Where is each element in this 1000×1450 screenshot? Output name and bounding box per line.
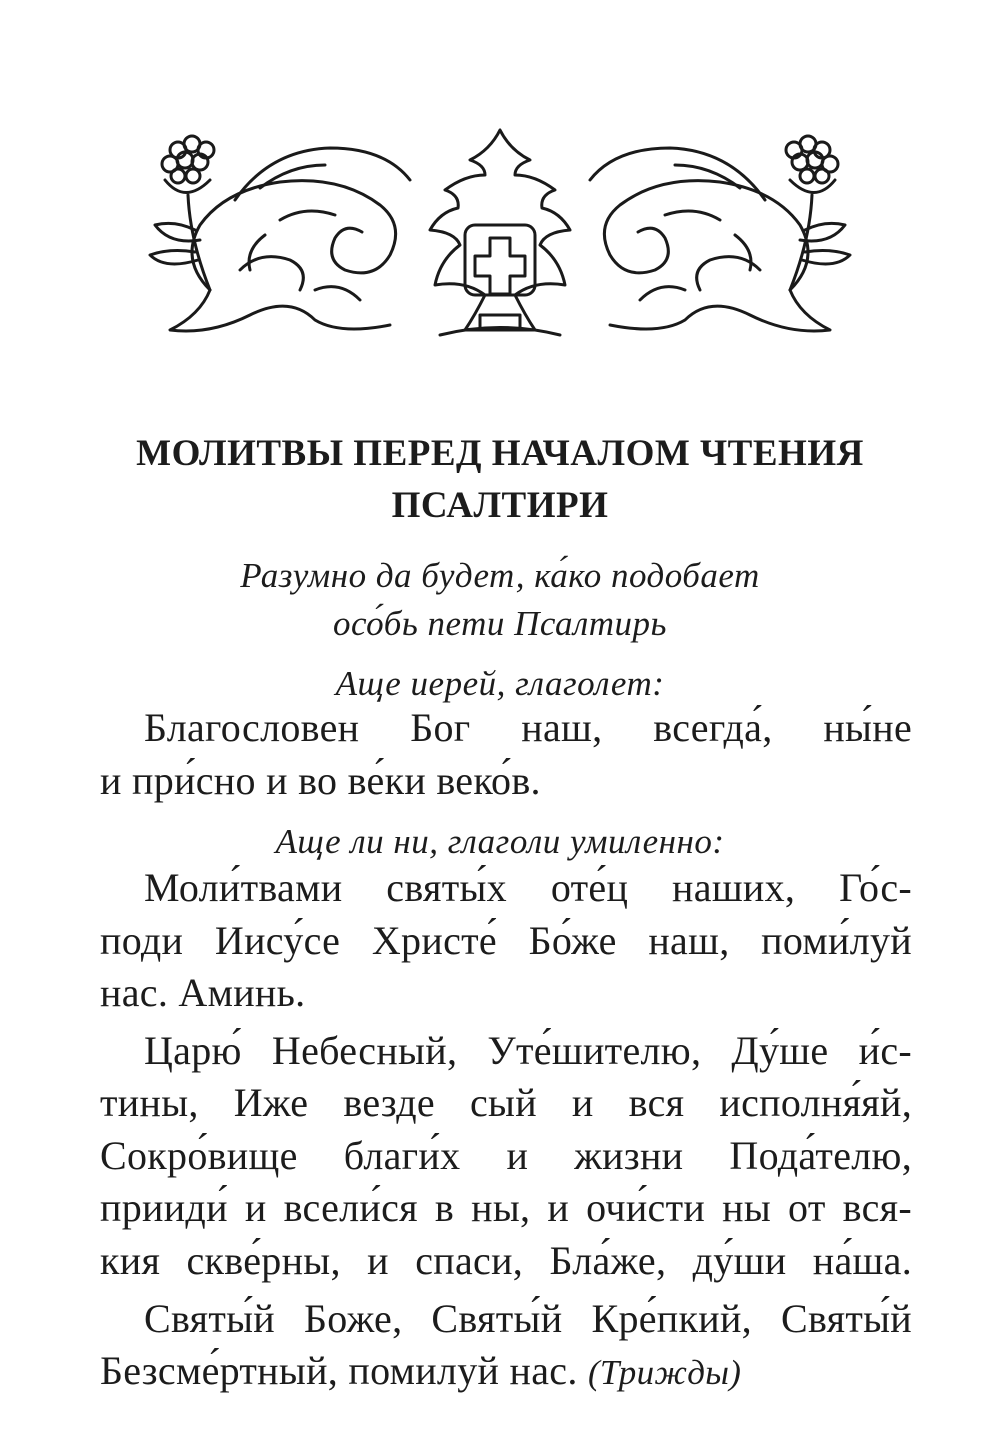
left-scroll — [150, 148, 410, 331]
trisagion-line-2 — [100, 1345, 912, 1399]
lay-rubric: Аще ли ни, глаголи умиленно: — [275, 822, 725, 861]
prayer-fathers-line-2: поди Иису́се Христе́ Бо́же наш, поми́луй — [100, 918, 912, 963]
left-berry-cluster — [162, 136, 214, 290]
thrice-note: (Трижды) — [587, 1353, 742, 1392]
prayer-king-line-2: тины, Иже везде сый и вся исполня́яй, — [100, 1080, 912, 1125]
prayer-king-line-5: кия скве́рны, и спаси, Бла́же, ду́ши на́ша. — [100, 1238, 912, 1283]
intro-rubric-line-1: Разумно да будет, ка́ко подобает — [240, 556, 760, 595]
blessing-line-2: и при́сно и во ве́ки веко́в. — [100, 758, 541, 803]
priest-rubric: Аще иерей, глаголет: — [335, 664, 665, 703]
blessing-line-1: Благословен Бог наш, всегда́, ны́не — [144, 705, 912, 750]
right-berry-cluster — [786, 136, 838, 290]
intro-rubric-line-2: осо́бь пети Псалтирь — [333, 604, 667, 643]
page-title-line-1: МОЛИТВЫ ПЕРЕД НАЧАЛОМ ЧТЕНИЯ — [136, 433, 864, 474]
prayer-fathers-line-3: нас. Аминь. — [100, 970, 306, 1015]
page-title-line-2: ПСАЛТИРИ — [391, 485, 609, 526]
floral-cross-ornament — [140, 120, 860, 345]
prayer-king-line-1: Царю́ Небесный, Уте́шителю, Ду́ше и́с- — [144, 1028, 912, 1073]
trisagion-line-2-text: Безсме́ртный, помилуй нас. — [100, 1348, 578, 1393]
prayer-fathers-line-1: Моли́твами святы́х оте́ц наших, Го́с- — [144, 865, 912, 910]
right-scroll — [590, 148, 850, 331]
prayer-king-line-4: прииди́ и всели́ся в ны, и очи́сти ны от вся- — [100, 1185, 912, 1230]
trisagion-line-1: Святы́й Боже, Святы́й Кре́пкий, Святы́й — [144, 1296, 912, 1341]
central-leaf — [430, 130, 570, 335]
prayer-king-line-3: Сокро́вище благи́х и жизни Пода́телю, — [100, 1133, 912, 1178]
